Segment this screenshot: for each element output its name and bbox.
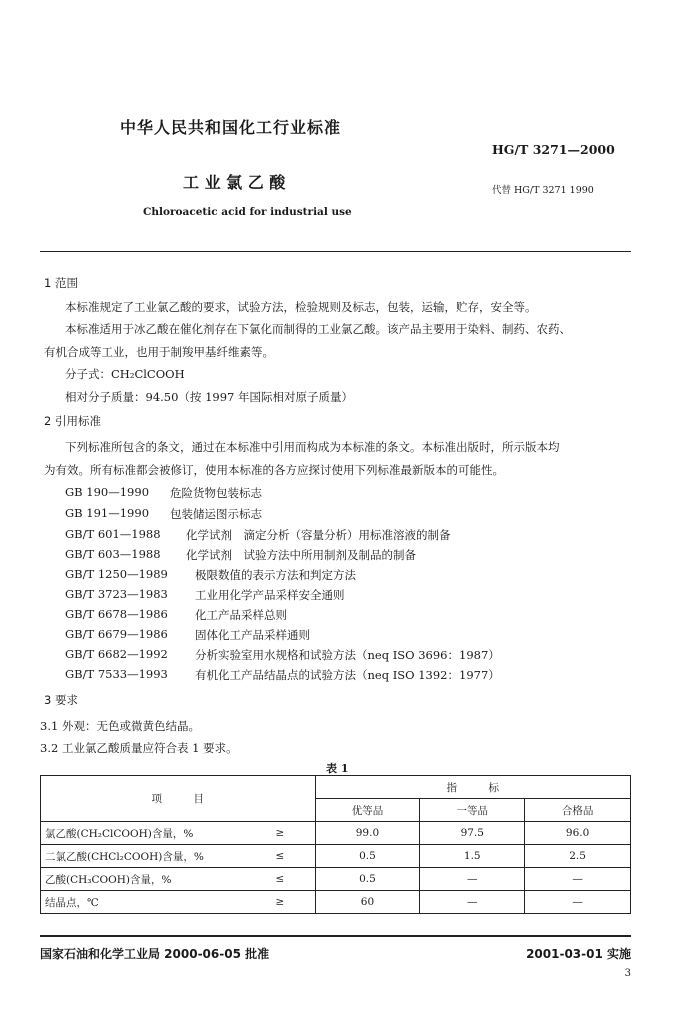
grade-header: 优等品 <box>315 799 420 822</box>
section-2-paragraph-cont: 为有效。所有标准都会被修订，使用本标准的各方应探讨使用下列标准最新版本的可能性。 <box>44 463 504 477</box>
org-title: 中华人民共和国化工行业标准 <box>120 118 342 137</box>
replaces-note: 代替 HG/T 3271 1990 <box>492 185 594 196</box>
value-cell: 0.5 <box>315 868 420 891</box>
table-row <box>41 845 631 868</box>
molecular-formula: 分子式：CH₂ClCOOH <box>65 367 185 381</box>
ref-code: GB/T 6682—1992 <box>65 647 168 661</box>
molecular-mass: 相对分子质量：94.50（按 1997 年国际相对原子质量） <box>65 390 353 404</box>
document-title: 工 业 氯 乙 酸 <box>183 173 286 192</box>
ref-title: 危险货物包装标志 <box>170 486 262 500</box>
ref-title: 极限数值的表示方法和判定方法 <box>195 568 356 582</box>
col-index-header: 指 标 <box>315 776 630 799</box>
value-cell: — <box>420 891 525 914</box>
table-caption: 表 1 <box>326 762 349 775</box>
col-item-header: 项 目 <box>41 776 316 822</box>
row-operator: ≤ <box>245 868 315 891</box>
ref-code: GB/T 1250—1989 <box>65 567 168 581</box>
section-2-paragraph: 下列标准所包含的条文，通过在本标准中引用而构成为本标准的条文。本标准出版时，所示版本均 <box>65 440 560 454</box>
row-item: 二氯乙酸(CHCl₂COOH)含量，% <box>41 845 246 868</box>
value-cell: 0.5 <box>315 845 420 868</box>
ref-title: 化学试剂 滴定分析（容量分析）用标准溶液的制备 <box>186 528 451 542</box>
row-operator: ≥ <box>245 822 315 845</box>
value-cell: — <box>525 891 631 914</box>
value-cell: 99.0 <box>315 822 420 845</box>
section-1-paragraph-2-cont: 有机合成等工业，也用于制羧甲基纤维素等。 <box>44 345 274 359</box>
ref-code: GB/T 3723—1983 <box>65 587 168 601</box>
ref-code: GB/T 7533—1993 <box>65 667 168 681</box>
ref-code: GB/T 601—1988 <box>65 527 161 541</box>
ref-title: 有机化工产品结晶点的试验方法（neq ISO 1392：1977） <box>195 668 500 682</box>
footer-rule <box>40 935 631 937</box>
section-1-heading: 1 范围 <box>44 276 78 290</box>
ref-code: GB 191—1990 <box>65 506 150 520</box>
clause-3-2: 3.2 工业氯乙酸质量应符合表 1 要求。 <box>40 741 238 755</box>
row-item: 氯乙酸(CH₂ClCOOH)含量，% <box>41 822 246 845</box>
value-cell: 2.5 <box>525 845 631 868</box>
section-2-heading: 2 引用标准 <box>44 414 101 428</box>
value-cell: — <box>525 868 631 891</box>
page-number: 3 <box>624 968 631 979</box>
section-3-heading: 3 要求 <box>44 693 78 707</box>
ref-title: 包装储运图示标志 <box>170 507 262 521</box>
row-item: 乙酸(CH₃COOH)含量，% <box>41 868 246 891</box>
value-cell: — <box>420 868 525 891</box>
ref-title: 化工产品采样总则 <box>195 608 287 622</box>
ref-title: 固体化工产品采样通则 <box>195 628 310 642</box>
section-1-paragraph-2: 本标准适用于冰乙酸在催化剂存在下氯化而制得的工业氯乙酸。该产品主要用于染料、制药、农药、 <box>65 322 571 336</box>
row-item: 结晶点，℃ <box>41 891 246 914</box>
table-row <box>41 822 631 845</box>
standard-number: HG/T 3271—2000 <box>492 142 615 157</box>
grade-header: 一等品 <box>420 799 525 822</box>
ref-code: GB/T 6678—1986 <box>65 607 168 621</box>
value-cell: 60 <box>315 891 420 914</box>
value-cell: 96.0 <box>525 822 631 845</box>
requirements-table <box>40 775 631 914</box>
grade-header: 合格品 <box>525 799 631 822</box>
table-row <box>41 868 631 891</box>
ref-code: GB 190—1990 <box>65 485 150 499</box>
ref-title: 工业用化学产品采样安全通则 <box>195 588 345 602</box>
value-cell: 97.5 <box>420 822 525 845</box>
header-rule <box>40 251 631 252</box>
ref-code: GB/T 6679—1986 <box>65 627 168 641</box>
row-operator: ≤ <box>245 845 315 868</box>
table-header-row <box>41 776 631 799</box>
ref-title: 分析实验室用水规格和试验方法（neq ISO 3696：1987） <box>195 648 500 662</box>
implementation-note: 2001-03-01 实施 <box>526 947 631 961</box>
row-operator: ≥ <box>245 891 315 914</box>
approval-note: 国家石油和化学工业局 2000-06-05 批准 <box>40 947 270 961</box>
ref-title: 化学试剂 试验方法中所用制剂及制品的制备 <box>186 548 416 562</box>
ref-code: GB/T 603—1988 <box>65 547 161 561</box>
value-cell: 1.5 <box>420 845 525 868</box>
english-title: Chloroacetic acid for industrial use <box>143 206 352 218</box>
clause-3-1: 3.1 外观：无色或微黄色结晶。 <box>40 719 200 733</box>
section-1-paragraph-1: 本标准规定了工业氯乙酸的要求，试验方法，检验规则及标志，包装，运输，贮存，安全等。 <box>65 300 537 314</box>
table-row <box>41 891 631 914</box>
